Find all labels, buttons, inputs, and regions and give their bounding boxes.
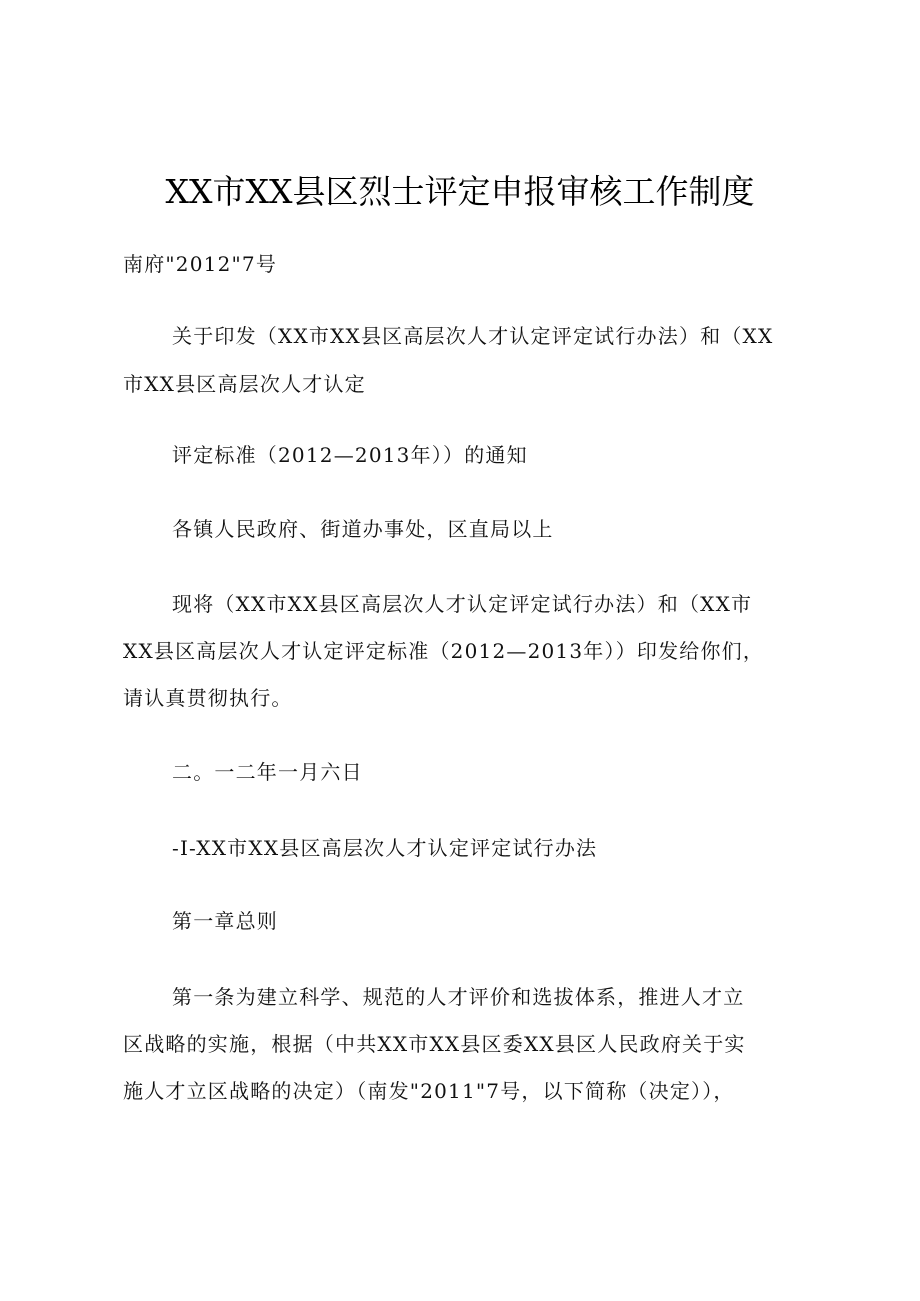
chapter-heading: 第一章总则 [172, 909, 278, 933]
notice-title-line-3: 评定标准（2012—2013年））的通知 [172, 443, 528, 467]
issue-date: 二。一二年一月六日 [172, 760, 363, 784]
attachment-title: -I-XX市XX县区高层次人才认定评定试行办法 [172, 836, 598, 860]
body-line-2: XX县区高层次人才认定评定标准（2012—2013年））印发给你们， [123, 639, 765, 663]
body-line-3: 请认真贯彻执行。 [123, 686, 293, 710]
article-1-line-1: 第一条为建立科学、规范的人才评价和选拔体系，推进人才立 [172, 985, 745, 1009]
notice-title-line-2: 市XX县区高层次人才认定 [123, 372, 366, 396]
article-1-line-3: 施人才立区战略的决定）（南发"2011"7号，以下简称（决定））， [123, 1079, 735, 1103]
article-1-line-2: 区战略的实施，根据（中共XX市XX县区委XX县区人民政府关于实 [123, 1032, 746, 1056]
document-title: XX市XX县区烈士评定申报审核工作制度 [165, 172, 755, 211]
body-line-1: 现将（XX市XX县区高层次人才认定评定试行办法）和（XX市 [172, 592, 753, 616]
document-number: 南府"2012"7号 [123, 252, 278, 276]
recipients: 各镇人民政府、街道办事处，区直局以上 [172, 517, 554, 541]
notice-title-line-1: 关于印发（XX市XX县区高层次人才认定评定试行办法）和（XX [172, 324, 774, 348]
